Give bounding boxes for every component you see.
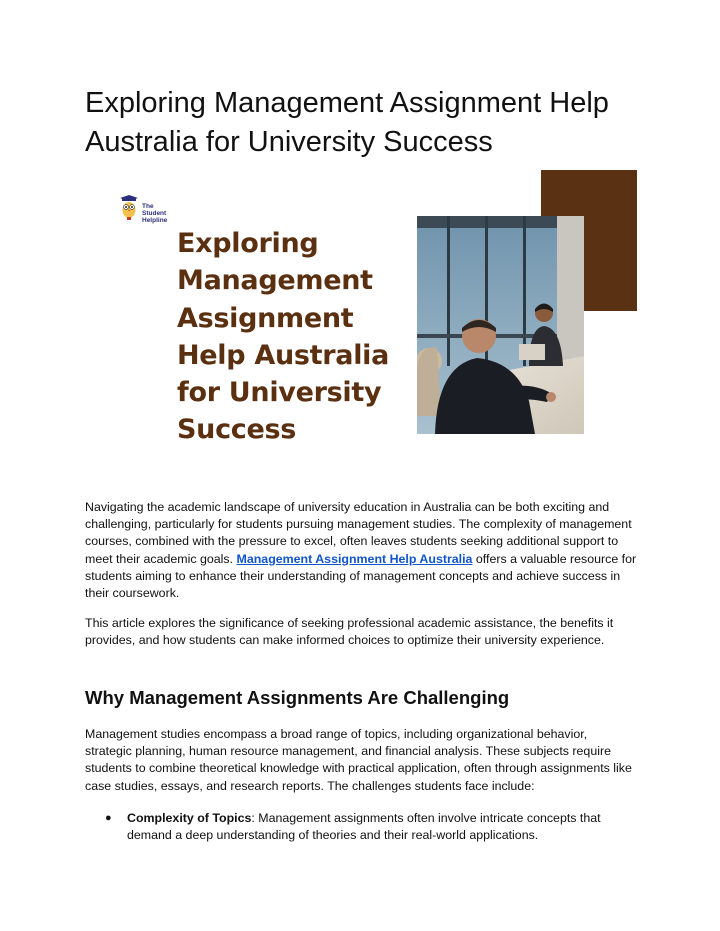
list-item	[85, 810, 637, 844]
section-heading: Why Management Assignments Are Challenging	[85, 687, 510, 708]
section-paragraph: Management studies encompass a broad range of topics, including organizational behavior, strategic planning, human resource management, and financial analysis. These subjects require students to combine theoretical knowledge with practical application, often through assignments like case studies, essays, and research reports. The challenges students face include:	[85, 727, 632, 793]
bullet-term: Complexity of Topics	[127, 811, 252, 825]
logo-text-line1: The Student	[142, 203, 167, 217]
logo-text	[142, 203, 178, 224]
article-overview-paragraph: This article explores the significance of seeking professional academic assistance, the benefits it provides, and how students can make informed choices to optimize their university experience.	[85, 616, 614, 648]
banner-heading: Exploring Management Assignment Help Australia for University Success	[177, 228, 390, 446]
banner-image	[110, 168, 640, 468]
document-title: Exploring Management Assignment Help Australia for University Success	[85, 87, 609, 158]
challenges-list	[85, 810, 637, 844]
intro-text-after-link: offers a valuable resource for students aiming to enhance their understanding of management concepts and achieve success in their coursework.	[85, 551, 637, 601]
management-assignment-help-link[interactable]: Management Assignment Help Australia	[236, 551, 473, 566]
intro-text-before-link: Navigating the academic landscape of university education in Australia can be both exciting and challenging, particularly for students pursuing management studies. The complexity of management courses, combined with the pressure to excel, often leaves students seeking additional support to meet their academic goals.	[85, 500, 632, 566]
intro-paragraph	[85, 499, 637, 602]
student-helpline-logo	[118, 195, 178, 225]
bullet-icon: ●	[105, 812, 112, 824]
owl-icon	[118, 195, 140, 221]
meeting-photo	[417, 216, 584, 434]
logo-text-line2: Helpline	[142, 217, 168, 224]
bullet-text: : Management assignments often involve intricate concepts that demand a deep understanding of theories and their real-world applications.	[127, 811, 601, 843]
